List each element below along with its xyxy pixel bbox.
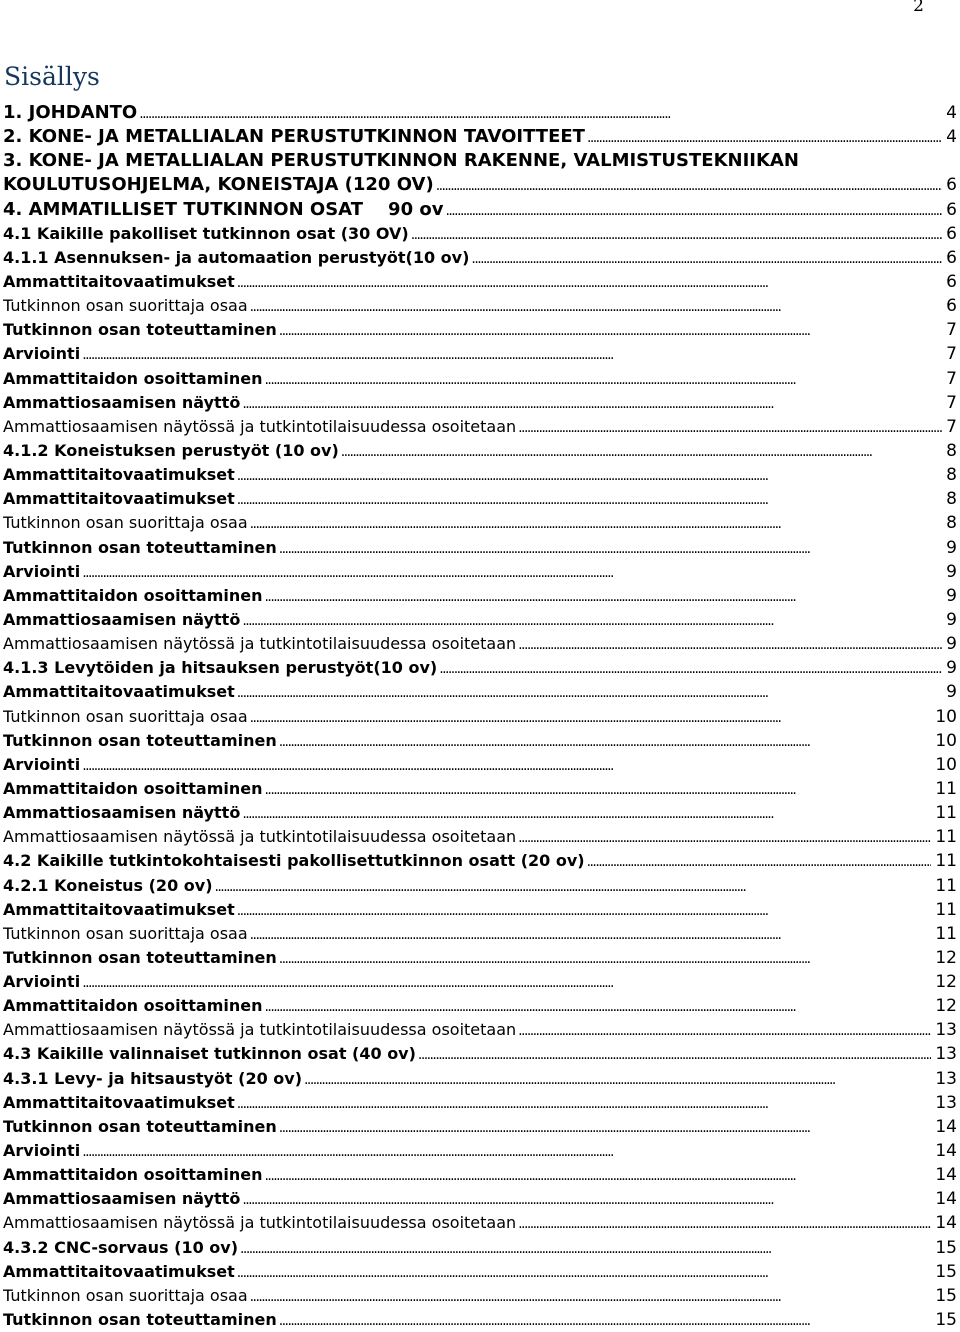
toc-dot-leader — [237, 1092, 932, 1115]
toc-dot-leader — [518, 1212, 931, 1235]
toc-entry-page: 6 — [946, 247, 957, 268]
toc-entry[interactable] — [3, 560, 957, 584]
toc-entry-page: 8 — [946, 513, 957, 534]
toc-entry-label: Tutkinnon osan suorittaja osaa — [3, 1285, 248, 1305]
toc-entry-label: Tutkinnon osan suorittaja osaa — [3, 296, 248, 316]
toc-entry[interactable] — [3, 487, 957, 511]
toc-entry-label: Tutkinnon osan toteuttaminen — [3, 537, 277, 557]
toc-entry[interactable] — [3, 463, 957, 487]
toc-entry-page: 14 — [935, 1189, 957, 1210]
toc-dot-leader — [518, 416, 942, 439]
toc-dot-leader — [82, 343, 942, 366]
toc-entry-label: Tutkinnon osan toteuttaminen — [3, 730, 277, 750]
toc-entry-page: 8 — [946, 489, 957, 510]
toc-entry-page: 13 — [935, 1068, 957, 1089]
toc-entry-label: Ammattitaidon osoittaminen — [3, 1165, 263, 1185]
toc-entry[interactable] — [3, 825, 957, 849]
toc-entry[interactable] — [3, 391, 957, 415]
toc-entry-page: 12 — [935, 996, 957, 1017]
toc-entry-label: 4.1.3 Levytöiden ja hitsauksen perustyöt(10 ov) — [3, 658, 438, 678]
toc-entry-label: Ammattiosaamisen näyttö — [3, 392, 241, 412]
toc-entry-page: 14 — [935, 1116, 957, 1137]
toc-entry-page: 9 — [946, 634, 957, 655]
toc-entry-page: 7 — [946, 320, 957, 341]
toc-dot-leader — [242, 802, 931, 825]
toc-entry[interactable] — [3, 898, 957, 922]
toc-entry[interactable] — [3, 1236, 957, 1260]
toc-dot-leader — [265, 368, 943, 391]
toc-entry[interactable] — [3, 632, 957, 656]
toc-entry[interactable] — [3, 849, 957, 873]
toc-entry[interactable] — [3, 801, 957, 825]
toc-entry-label: Tutkinnon osan toteuttaminen — [3, 1116, 277, 1136]
toc-entry-page: 11 — [935, 827, 957, 848]
toc-entry-label: 4.2.1 Koneistus (20 ov) — [3, 875, 213, 895]
toc-dot-leader — [265, 585, 943, 608]
toc-entry-page: 9 — [946, 658, 957, 679]
toc-entry-page: 8 — [946, 440, 957, 461]
toc-entry-label: Arviointi — [3, 972, 81, 992]
toc-entry-page: 15 — [935, 1285, 957, 1306]
toc-entry-page: 11 — [935, 875, 957, 896]
toc-entry-label: 4.3.1 Levy- ja hitsaustyöt (20 ov) — [3, 1068, 303, 1088]
toc-entry[interactable] — [3, 511, 957, 535]
toc-dot-leader — [240, 1237, 931, 1260]
toc-entry[interactable] — [3, 270, 957, 294]
toc-entry[interactable] — [3, 367, 957, 391]
toc-entry-page: 14 — [935, 1213, 957, 1234]
toc-entry-label: Tutkinnon osan suorittaja osaa — [3, 706, 248, 726]
toc-entry-label: Ammattitaitovaatimukset — [3, 1261, 235, 1281]
toc-entry-page: 9 — [946, 585, 957, 606]
toc-entry-label: Ammattiosaamisen näytössä ja tutkintotilaisuudessa osoitetaan — [3, 1020, 517, 1040]
toc-dot-leader — [436, 174, 942, 197]
toc-dot-leader — [82, 1140, 931, 1163]
toc-entry-page: 4 — [946, 127, 957, 148]
toc-dot-leader — [242, 1188, 931, 1211]
toc-entry[interactable] — [3, 705, 957, 729]
toc-entry-page: 15 — [935, 1310, 957, 1331]
toc-entry[interactable] — [3, 198, 957, 222]
toc-entry[interactable] — [3, 946, 957, 970]
toc-entry-label: 4.1.1 Asennuksen- ja automaation perustyöt(10 ov) — [3, 247, 470, 267]
toc-entry-page: 11 — [935, 923, 957, 944]
toc-entry-label: KOULUTUSOHJELMA, KONEISTAJA (120 OV) — [3, 174, 434, 196]
toc-entry[interactable] — [3, 874, 957, 898]
toc-entry[interactable] — [3, 729, 957, 753]
toc-entry-label: Ammattitaidon osoittaminen — [3, 368, 263, 388]
toc-entry-page: 9 — [946, 609, 957, 630]
toc-dot-leader — [82, 971, 931, 994]
toc-entry-page: 11 — [935, 778, 957, 799]
toc-dot-leader — [82, 561, 942, 584]
toc-entry[interactable] — [3, 608, 957, 632]
toc-entry-page: 11 — [935, 851, 957, 872]
toc-entry-page: 9 — [946, 682, 957, 703]
toc-entry-label: Ammattiosaamisen näytössä ja tutkintotilaisuudessa osoitetaan — [3, 827, 517, 847]
toc-dot-leader — [279, 319, 942, 342]
toc-entry[interactable] — [3, 970, 957, 994]
toc-entry-label: Ammattiosaamisen näyttö — [3, 803, 241, 823]
toc-entry[interactable] — [3, 753, 957, 777]
toc-entry-page: 6 — [946, 271, 957, 292]
toc-dot-leader — [237, 681, 942, 704]
toc-dot-leader — [139, 102, 942, 125]
toc-entry-label: 2. KONE- JA METALLIALAN PERUSTUTKINNON TAVOITTEET — [3, 126, 585, 148]
toc-entry[interactable] — [3, 318, 957, 342]
toc-entry-label: Ammattitaidon osoittaminen — [3, 585, 263, 605]
toc-dot-leader — [418, 1043, 931, 1066]
toc-entry[interactable] — [3, 1211, 957, 1235]
toc-entry[interactable] — [3, 1018, 957, 1042]
toc-dot-leader — [250, 1285, 932, 1308]
toc-entry-page: 10 — [935, 754, 957, 775]
toc-entry[interactable] — [3, 1115, 957, 1139]
page-number: 2 — [913, 0, 924, 16]
toc-entry-page: 9 — [946, 537, 957, 558]
toc-entry-page: 7 — [946, 368, 957, 389]
toc-entry-label: Arviointi — [3, 1141, 81, 1161]
toc-entry-page: 7 — [946, 392, 957, 413]
toc-dot-leader — [237, 899, 932, 922]
toc-dot-leader — [279, 730, 932, 753]
toc-entry-page: 4 — [946, 103, 957, 123]
toc-entry-page: 15 — [935, 1261, 957, 1282]
toc-dot-leader — [215, 875, 932, 898]
toc-dot-leader — [250, 923, 932, 946]
toc-dot-leader — [242, 609, 942, 632]
toc-entry-page: 7 — [946, 416, 957, 437]
toc-dot-leader — [237, 488, 942, 511]
toc-entry[interactable] — [3, 1308, 957, 1332]
toc-entry[interactable] — [3, 777, 957, 801]
toc-entry[interactable] — [3, 149, 957, 173]
toc-entry-label: 4. AMMATILLISET TUTKINNON OSAT 90 ov — [3, 198, 444, 220]
toc-entry-page: 12 — [935, 972, 957, 993]
toc-entry-label: Arviointi — [3, 344, 81, 364]
toc-entry-page: 9 — [946, 561, 957, 582]
toc-entry-page: 6 — [946, 175, 957, 196]
toc-entry[interactable] — [3, 439, 957, 463]
toc-dot-leader — [250, 295, 943, 318]
toc-entry[interactable] — [3, 294, 957, 318]
toc-dot-leader — [242, 392, 942, 415]
toc-entry-page: 11 — [935, 899, 957, 920]
toc-entry-label: Ammattiosaamisen näytössä ja tutkintotilaisuudessa osoitetaan — [3, 1213, 517, 1233]
toc-entry[interactable] — [3, 1284, 957, 1308]
toc-entry-label: Ammattitaitovaatimukset — [3, 271, 235, 291]
toc-entry-page: 11 — [935, 803, 957, 824]
toc-entry[interactable] — [3, 246, 957, 270]
toc-entry-label: Ammattitaidon osoittaminen — [3, 996, 263, 1016]
toc-entry-label: Tutkinnon osan toteuttaminen — [3, 947, 277, 967]
toc-dot-leader — [279, 1309, 932, 1332]
toc-entry-label: Tutkinnon osan toteuttaminen — [3, 320, 277, 340]
toc-dot-leader — [279, 947, 932, 970]
toc-entry-label: Ammattitaidon osoittaminen — [3, 778, 263, 798]
toc-entry-label: Ammattiosaamisen näytössä ja tutkintotilaisuudessa osoitetaan — [3, 416, 517, 436]
toc-dot-leader — [265, 778, 932, 801]
toc-entry[interactable] — [3, 342, 957, 366]
toc-dot-leader — [411, 223, 942, 246]
toc-dot-leader — [265, 1164, 932, 1187]
toc-entry-label: Ammattitaitovaatimukset — [3, 1092, 235, 1112]
toc-entry-label: Arviointi — [3, 561, 81, 581]
toc-dot-leader — [82, 754, 931, 777]
toc-entry[interactable] — [3, 222, 957, 246]
toc-dot-leader — [341, 440, 942, 463]
toc-dot-leader — [518, 1019, 931, 1042]
toc-entry-page: 12 — [935, 947, 957, 968]
toc-entry[interactable] — [3, 1091, 957, 1115]
toc-entry-label: Tutkinnon osan suorittaja osaa — [3, 923, 248, 943]
toc-entry-label: 4.3 Kaikille valinnaiset tutkinnon osat (40 ov) — [3, 1044, 416, 1064]
toc-dot-leader — [250, 512, 943, 535]
toc-entry[interactable] — [3, 125, 957, 149]
toc-entry-label: Ammattiosaamisen näyttö — [3, 609, 241, 629]
toc-entry[interactable] — [3, 680, 957, 704]
toc-dot-leader — [250, 706, 932, 729]
toc-entry-label: Tutkinnon osan suorittaja osaa — [3, 513, 248, 533]
toc-dot-leader — [445, 199, 942, 222]
toc-entry-page: 7 — [946, 344, 957, 365]
toc-entry-page: 10 — [935, 730, 957, 751]
toc-dot-leader — [304, 1068, 931, 1091]
toc-entry[interactable] — [3, 1260, 957, 1284]
toc-entry-page: 13 — [935, 1020, 957, 1041]
toc-dot-leader — [237, 271, 942, 294]
toc-entry-page: 15 — [935, 1237, 957, 1258]
toc-dot-leader — [237, 464, 942, 487]
toc-dot-leader — [279, 537, 942, 560]
toc-entry-label: 4.2 Kaikille tutkintokohtaisesti pakollisettutkinnon osatt (20 ov) — [3, 851, 585, 871]
toc-dot-leader — [265, 995, 932, 1018]
toc-entry-page: 6 — [946, 296, 957, 317]
toc-entry-label: Ammattitaitovaatimukset — [3, 489, 235, 509]
toc-dot-leader — [518, 633, 942, 656]
toc-entry-label: 4.3.2 CNC-sorvaus (10 ov) — [3, 1237, 239, 1257]
toc-entry[interactable] — [3, 101, 957, 125]
toc-entry-label: 1. JOHDANTO — [3, 102, 138, 123]
toc-entry-label: Tutkinnon osan toteuttaminen — [3, 1310, 277, 1330]
toc-entry-label: Ammattiosaamisen näytössä ja tutkintotilaisuudessa osoitetaan — [3, 634, 517, 654]
toc-entry-page: 10 — [935, 706, 957, 727]
toc-entry[interactable] — [3, 656, 957, 680]
toc-dot-leader — [279, 1116, 932, 1139]
toc-entry-page: 13 — [935, 1044, 957, 1065]
toc-dot-leader — [587, 126, 942, 149]
toc-entry-label: Ammattitaitovaatimukset — [3, 465, 235, 485]
toc-entry-label: Ammattiosaamisen näyttö — [3, 1189, 241, 1209]
toc-entry-page: 13 — [935, 1092, 957, 1113]
toc-entry-page: 14 — [935, 1141, 957, 1162]
toc-dot-leader — [471, 247, 942, 270]
toc-heading: Sisällys — [4, 62, 100, 91]
toc-entry-page: 8 — [946, 465, 957, 486]
toc-entry-label: Arviointi — [3, 754, 81, 774]
toc-dot-leader — [518, 826, 931, 849]
toc-entry[interactable] — [3, 1067, 957, 1091]
toc-entry-label: 3. KONE- JA METALLIALAN PERUSTUTKINNON RAKENNE, VALMISTUSTEKNIIKAN — [3, 150, 799, 172]
toc-entry[interactable] — [3, 415, 957, 439]
toc-entry-page: 6 — [946, 223, 957, 244]
toc-entry[interactable] — [3, 173, 957, 197]
toc-entry[interactable] — [3, 536, 957, 560]
toc-entry[interactable] — [3, 1163, 957, 1187]
toc-entry-label: Ammattitaitovaatimukset — [3, 682, 235, 702]
toc-dot-leader — [237, 1261, 932, 1284]
toc-entry[interactable] — [3, 922, 957, 946]
toc-entry[interactable] — [3, 1042, 957, 1066]
toc-entry-label: 4.1 Kaikille pakolliset tutkinnon osat (30 OV) — [3, 223, 409, 243]
toc-entry-label: 4.1.2 Koneistuksen perustyöt (10 ov) — [3, 440, 339, 460]
toc-entry-page: 14 — [935, 1165, 957, 1186]
toc-entry-label: Ammattitaitovaatimukset — [3, 899, 235, 919]
toc-entry[interactable] — [3, 1187, 957, 1211]
table-of-contents — [3, 101, 957, 1332]
toc-entry[interactable] — [3, 994, 957, 1018]
toc-dot-leader — [587, 850, 932, 873]
toc-entry-page: 6 — [946, 199, 957, 220]
toc-entry[interactable] — [3, 584, 957, 608]
toc-entry[interactable] — [3, 1139, 957, 1163]
toc-dot-leader — [439, 657, 942, 680]
